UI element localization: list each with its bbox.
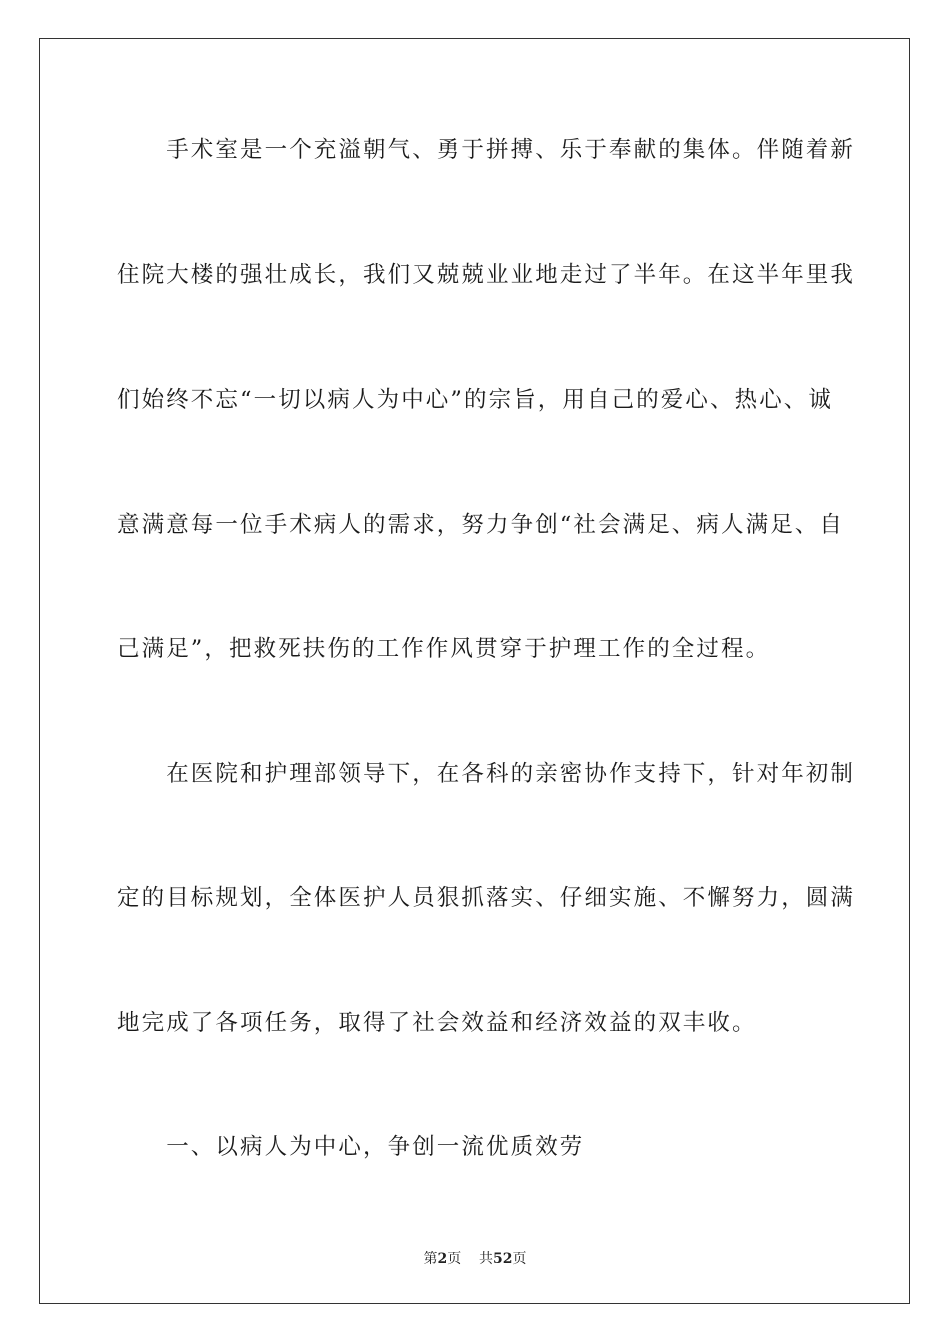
footer-total-number: 52	[493, 1251, 513, 1267]
paragraph-1-line-2: 住院大楼的强壮成长，我们又兢兢业业地走过了半年。在这半年里我	[117, 262, 856, 288]
footer-total-prefix: 共	[479, 1251, 494, 1267]
page-footer	[0, 1248, 950, 1268]
footer-page-suffix: 页	[447, 1251, 462, 1267]
paragraph-1-line-1: 手术室是一个充溢朝气、勇于拼搏、乐于奉献的集体。伴随着新	[117, 137, 856, 163]
footer-total-suffix: 页	[512, 1251, 527, 1267]
footer-page-number: 2	[437, 1251, 448, 1267]
paragraph-1-line-4: 意满意每一位手术病人的需求，努力争创“社会满足、病人满足、自	[117, 512, 845, 538]
paragraph-2-line-1: 在医院和护理部领导下，在各科的亲密协作支持下，针对年初制	[117, 761, 856, 787]
paragraph-1-line-5: 己满足”，把救死扶伤的工作作风贯穿于护理工作的全过程。	[117, 636, 771, 662]
paragraph-1-line-3: 们始终不忘“一切以病人为中心”的宗旨，用自己的爱心、热心、诚	[117, 387, 834, 413]
paragraph-2-line-2: 定的目标规划，全体医护人员狠抓落实、仔细实施、不懈努力，圆满	[117, 885, 856, 911]
section-heading-1: 一、以病人为中心，争创一流优质效劳	[117, 1134, 585, 1160]
paragraph-2-line-3: 地完成了各项任务，取得了社会效益和经济效益的双丰收。	[117, 1010, 757, 1036]
footer-page-prefix: 第	[423, 1251, 438, 1267]
page-border	[39, 38, 910, 1304]
